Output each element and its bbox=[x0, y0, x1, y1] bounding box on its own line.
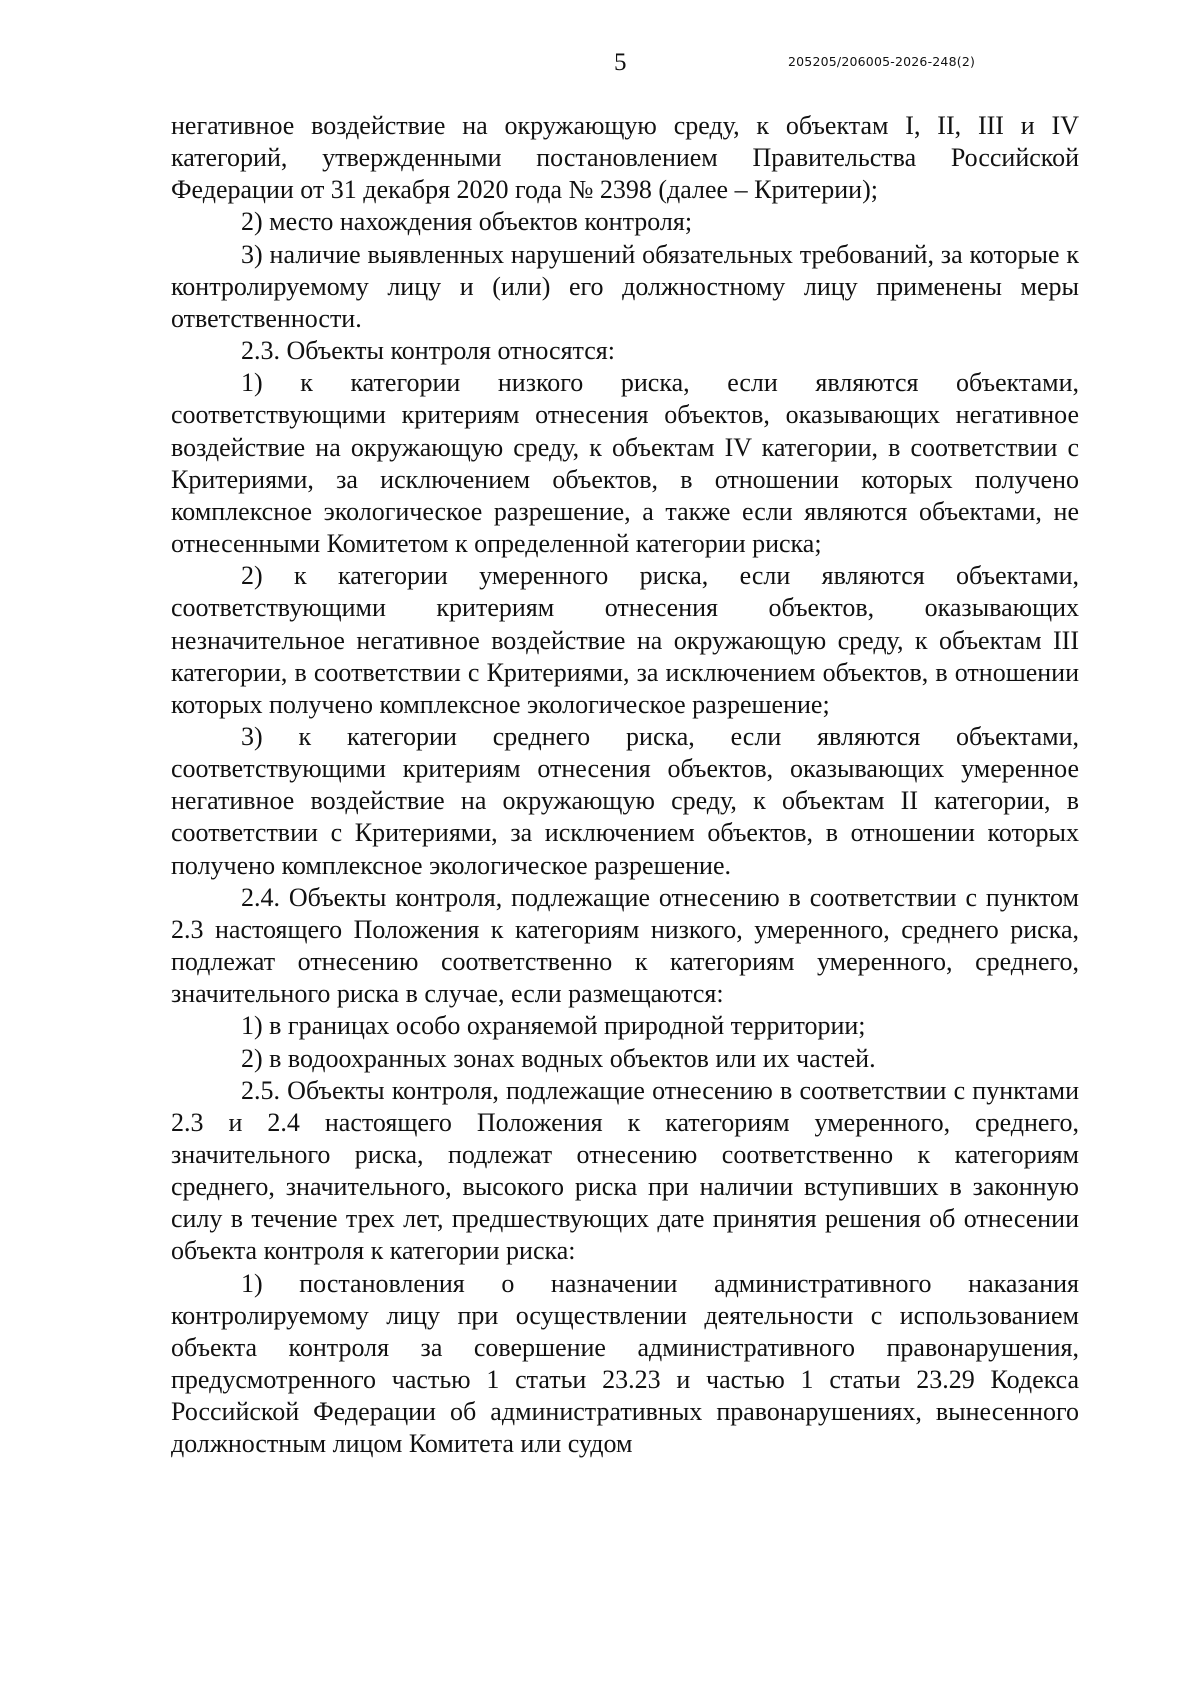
paragraph: 1) постановления о назначении административного наказания контролируемому лицу при осуществлении деятельности с использованием объекта контроля за совершение административного правонарушения, предусмотренного частью 1 статьи 23.23 и частью 1 статьи 23.29 Кодекса Российской Федерации об административных правонарушениях, вынесенного должностным лицом Комитета или судом bbox=[171, 1268, 1079, 1459]
paragraph: 2) место нахождения объектов контроля; bbox=[241, 207, 693, 237]
paragraph: негативное воздействие на окружающую среду, к объектам I, II, III и IV категорий, утвержденными постановлением Правительства Российской Федерации от 31 декабря 2020 года № 2398 (далее – Критерии); bbox=[171, 111, 1079, 205]
document-id: 205205/206005-2026-248(2) bbox=[788, 54, 976, 69]
paragraph: 2) к категории умеренного риска, если являются объектами, соответствующими критериям отнесения объектов, оказывающих незначительное негативное воздействие на окружающую среду, к объектам III категории, в соответствии с Критериями, за исключением объектов, в отношении которых получено комплексное экологическое разрешение; bbox=[171, 561, 1079, 719]
paragraph: 3) к категории среднего риска, если являются объектами, соответствующими критериям отнесения объектов, оказывающих умеренное негативное воздействие на окружающую среду, к объектам II категории, в соответствии с Критериями, за исключением объектов, в отношении которых получено комплексное экологическое разрешение. bbox=[171, 721, 1079, 880]
paragraph: 2) в водоохранных зонах водных объектов или их частей. bbox=[241, 1043, 876, 1073]
paragraph: 1) в границах особо охраняемой природной территории; bbox=[241, 1011, 866, 1041]
paragraph: 2.4. Объекты контроля, подлежащие отнесению в соответствии с пунктом 2.3 настоящего Положения к категориям низкого, умеренного, среднего риска, подлежат отнесению соответственно к категориям умеренного, среднего, значительного риска в случае, если размещаются: bbox=[171, 882, 1079, 1009]
document-body bbox=[171, 110, 1079, 1461]
paragraph: 3) наличие выявленных нарушений обязательных требований, за которые к контролируемому лицу и (или) его должностному лицу применены меры ответственности. bbox=[171, 239, 1079, 333]
paragraph: 2.3. Объекты контроля относятся: bbox=[241, 336, 615, 366]
page-number: 5 bbox=[614, 49, 627, 76]
paragraph: 2.5. Объекты контроля, подлежащие отнесению в соответствии с пунктами 2.3 и 2.4 настоящего Положения к категориям умеренного, среднего, значительного риска, подлежат отнесению соответственно к категориям среднего, значительного, высокого риска при наличии вступивших в законную силу в течение трех лет, предшествующих дате принятия решения об отнесении объекта контроля к категории риска: bbox=[171, 1075, 1079, 1266]
paragraph: 1) к категории низкого риска, если являются объектами, соответствующими критериям отнесения объектов, оказывающих негативное воздействие на окружающую среду, к объектам IV категории, в соответствии с Критериями, за исключением объектов, в отношении которых получено комплексное экологическое разрешение, а также если являются объектами, не отнесенными Комитетом к определенной категории риска; bbox=[171, 368, 1079, 559]
